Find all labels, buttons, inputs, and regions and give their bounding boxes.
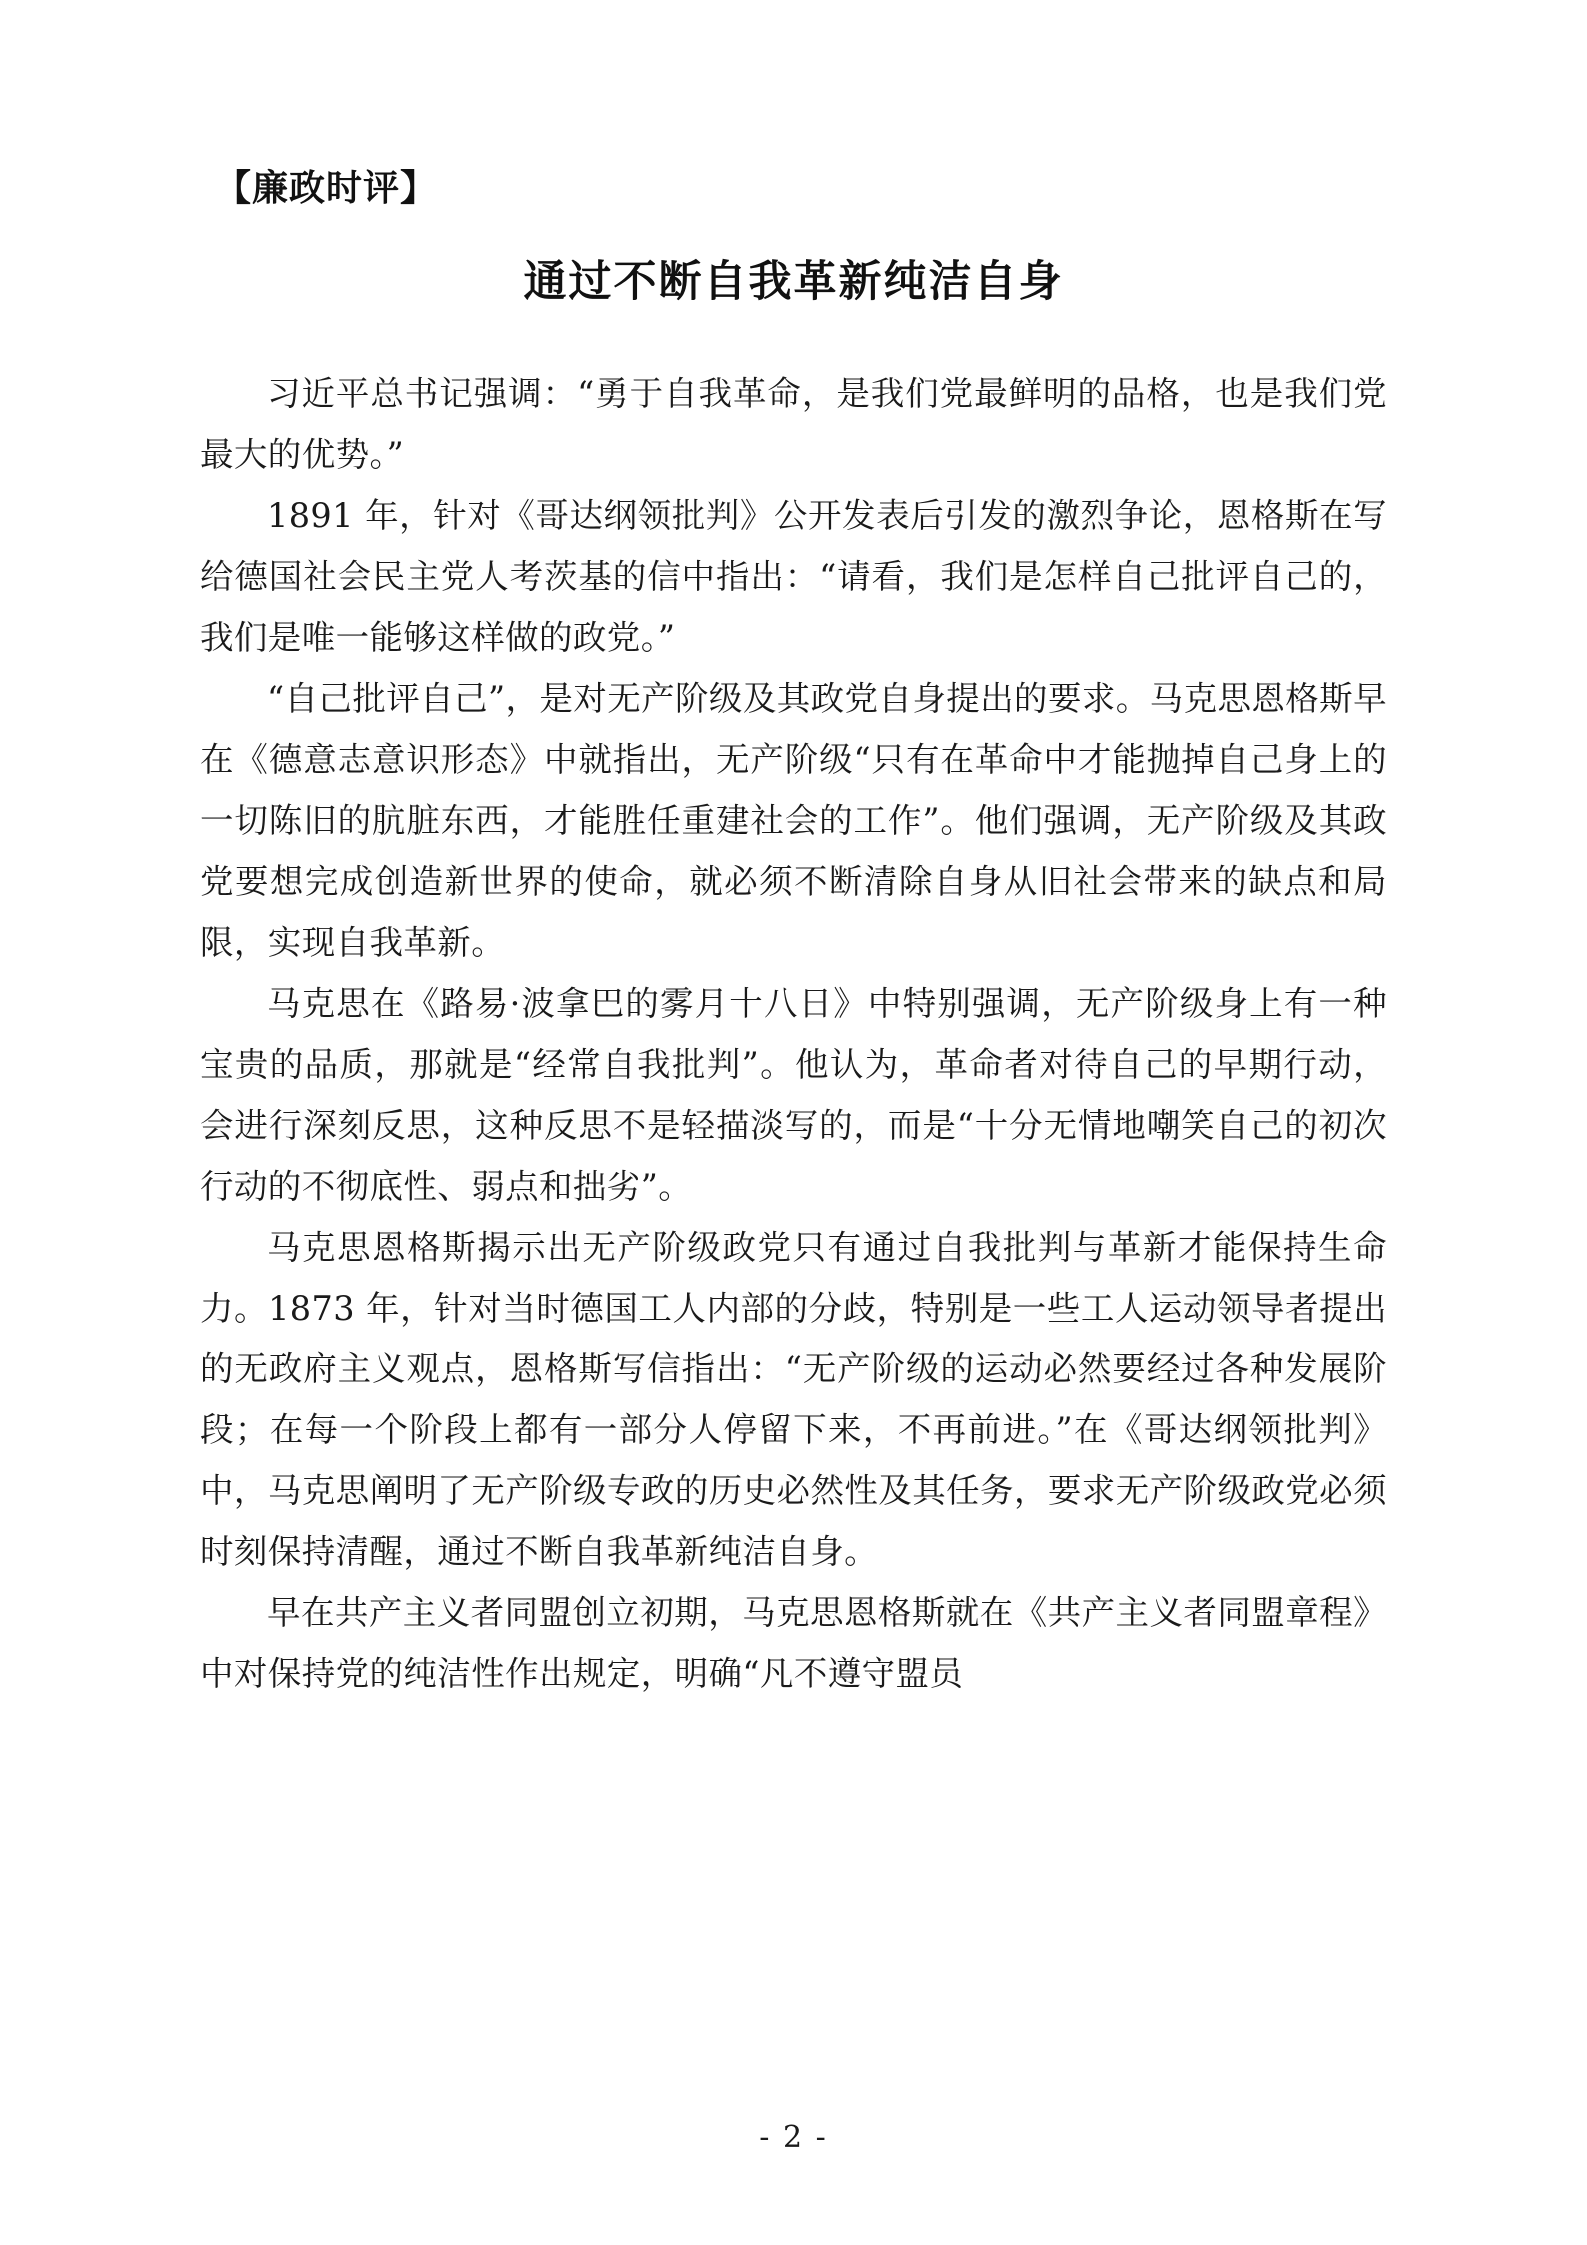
paragraph: 马克思恩格斯揭示出无产阶级政党只有通过自我批判与革新才能保持生命力。1873 年，针对当时德国工人内部的分歧，特别是一些工人运动领导者提出的无政府主义观点，恩格斯写信指出：“无产阶级的运动必然要经过各种发展阶段；在每一个阶段上都有一部分人停留下来，不再前进。”在《哥达纲领批判》中，马克思阐明了无产阶级专政的历史必然性及其任务，要求无产阶级政党必须时刻保持清醒，通过不断自我革新纯洁自身。 [200,1227,1387,1572]
page-title: 通过不断自我革新纯洁自身 [523,256,1064,307]
paragraph: “自己批评自己”，是对无产阶级及其政党自身提出的要求。马克思恩格斯早在《德意志意识形态》中就指出，无产阶级“只有在革命中才能抛掉自己身上的一切陈旧的肮脏东西，才能胜任重建社会的工作”。他们强调，无产阶级及其政党要想完成创造新世界的使命，就必须不断清除自身从旧社会带来的缺点和局限，实现自我革新。 [200,678,1387,962]
paragraph: 马克思在《路易·波拿巴的雾月十八日》中特别强调，无产阶级身上有一种宝贵的品质，那就是“经常自我批判”。他认为，革命者对待自己的早期行动，会进行深刻反思，这种反思不是轻描淡写的，而是“十分无情地嘲笑自己的初次行动的不彻底性、弱点和拙劣”。 [200,983,1387,1206]
section-kicker: 【廉政时评】 [215,167,438,209]
page-number: - 2 - [759,2120,828,2155]
paragraph: 1891 年，针对《哥达纲领批判》公开发表后引发的激烈争论，恩格斯在写给德国社会民主党人考茨基的信中指出：“请看，我们是怎样自己批评自己的，我们是唯一能够这样做的政党。” [200,495,1387,657]
article-body [200,364,1387,1705]
paragraph: 早在共产主义者同盟创立初期，马克思恩格斯就在《共产主义者同盟章程》中对保持党的纯洁性作出规定，明确“凡不遵守盟员 [200,1593,1387,1694]
paragraph: 习近平总书记强调：“勇于自我革命，是我们党最鲜明的品格，也是我们党最大的优势。” [200,373,1387,474]
